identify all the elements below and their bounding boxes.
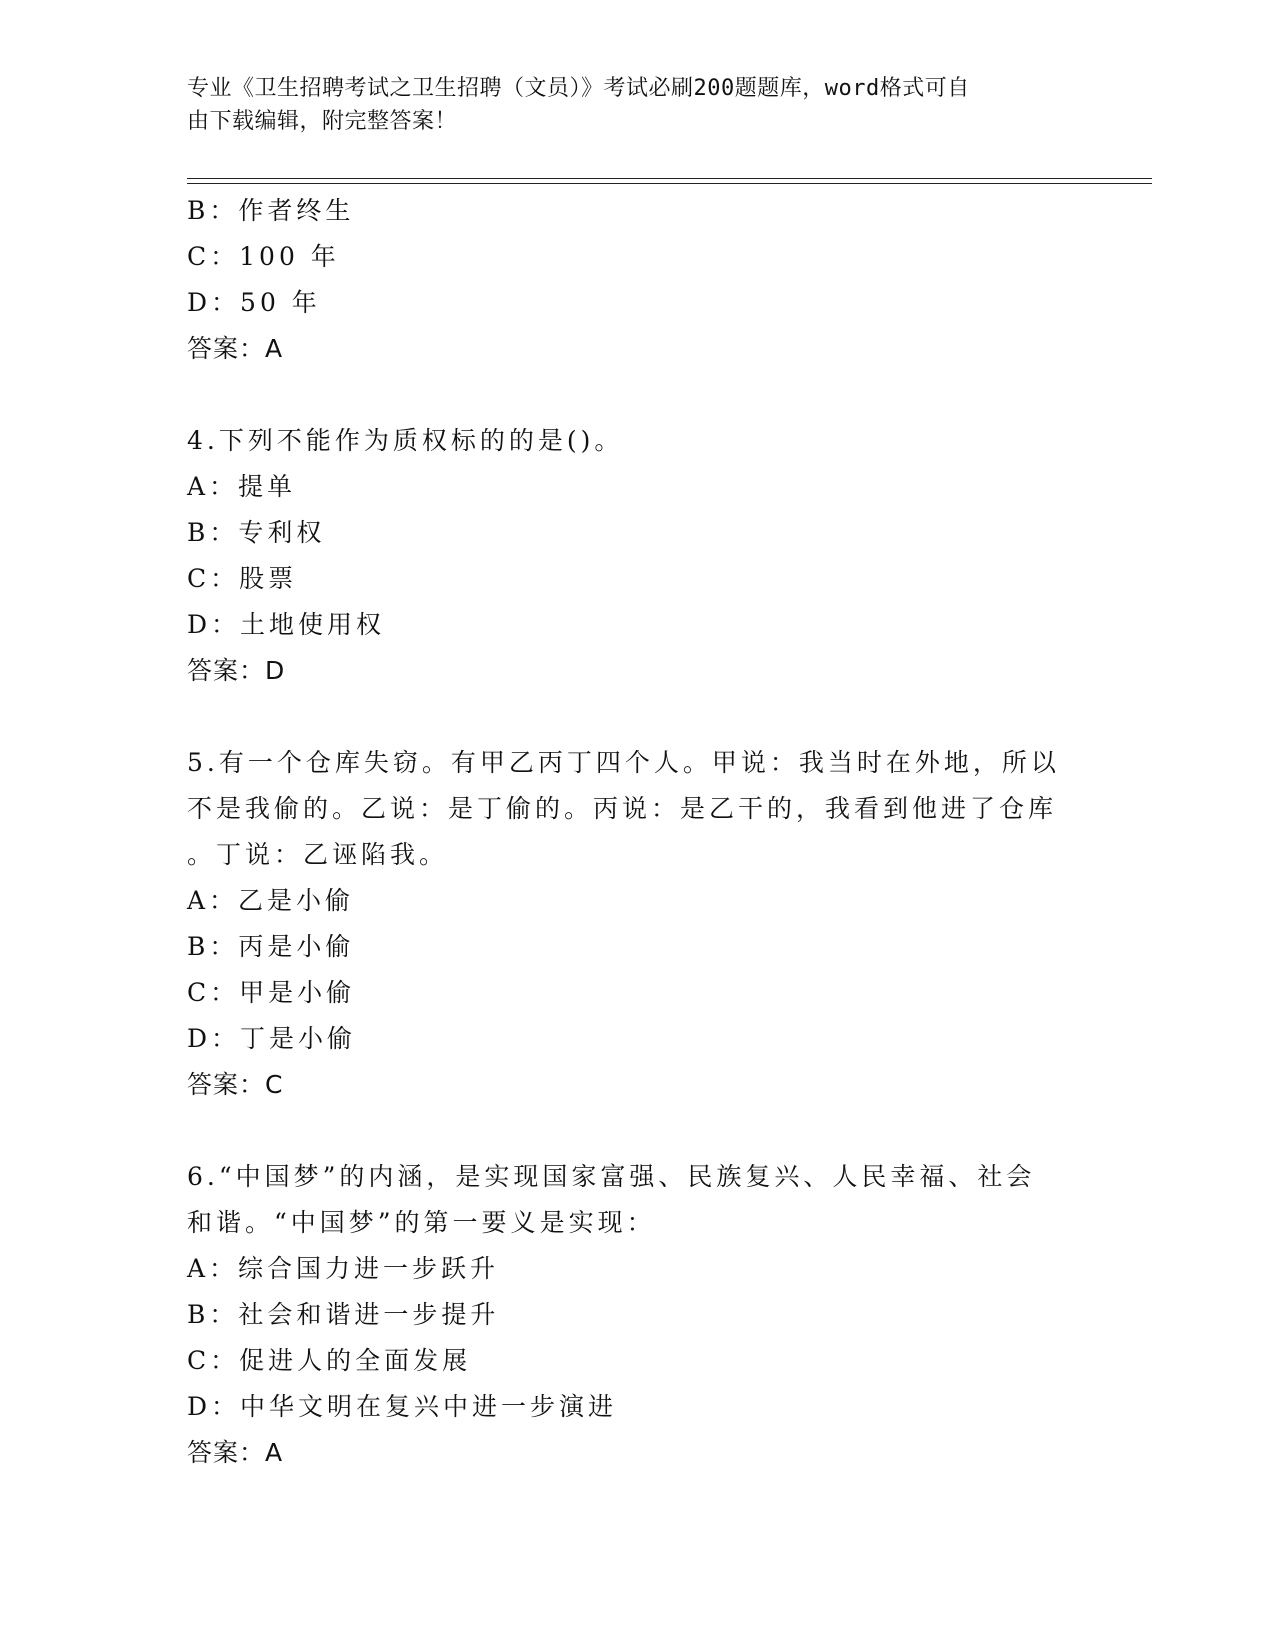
- document-header: [187, 72, 1067, 138]
- option-d: D：50 年: [187, 288, 321, 317]
- option-b: B：专利权: [187, 518, 326, 547]
- answer-line: 答案：A: [187, 1438, 284, 1467]
- option-d: D：丁是小偷: [187, 1024, 357, 1053]
- option-d: D：中华文明在复兴中进一步演进: [187, 1392, 618, 1421]
- answer-line: 答案：D: [187, 656, 286, 685]
- question-stem-line-1: 5.有一个仓库失窃。有甲乙丙丁四个人。甲说：我当时在外地，所以: [187, 748, 1060, 777]
- header-rule-top: [187, 178, 1152, 179]
- option-b: B：社会和谐进一步提升: [187, 1300, 500, 1329]
- question-stem-line-3: 。丁说：乙诬陷我。: [187, 840, 449, 869]
- option-a: A：乙是小偷: [187, 886, 355, 915]
- option-c: C：促进人的全面发展: [187, 1346, 472, 1375]
- header-line-1: 专业《卫生招聘考试之卫生招聘（文员）》考试必刷200题题库，word格式可自: [187, 76, 970, 101]
- question-list: [187, 188, 1067, 1476]
- question-6: [187, 1154, 1067, 1476]
- header-line-2: 由下载编辑，附完整答案！: [187, 109, 458, 134]
- answer-line: 答案：C: [187, 1070, 284, 1099]
- question-stem: 4.下列不能作为质权标的的是()。: [187, 426, 624, 455]
- question-3-partial: [187, 188, 1067, 372]
- option-d: D：土地使用权: [187, 610, 386, 639]
- header-rule-bottom: [187, 183, 1152, 184]
- option-c: C：股票: [187, 564, 298, 593]
- option-a: A：提单: [187, 472, 297, 501]
- question-5: [187, 740, 1067, 1108]
- answer-line: 答案：A: [187, 334, 284, 363]
- question-4: [187, 418, 1067, 694]
- option-c: C：甲是小偷: [187, 978, 356, 1007]
- option-a: A：综合国力进一步跃升: [187, 1254, 500, 1283]
- question-stem-line-2: 不是我偷的。乙说：是丁偷的。丙说：是乙干的，我看到他进了仓库: [187, 794, 1058, 823]
- question-stem-line-1: 6.“中国梦”的内涵，是实现国家富强、民族复兴、人民幸福、社会: [187, 1162, 1036, 1191]
- question-stem-line-2: 和谐。“中国梦”的第一要义是实现：: [187, 1208, 656, 1237]
- option-b: B：作者终生: [187, 196, 355, 225]
- option-c: C：100 年: [187, 242, 340, 271]
- option-b: B：丙是小偷: [187, 932, 355, 961]
